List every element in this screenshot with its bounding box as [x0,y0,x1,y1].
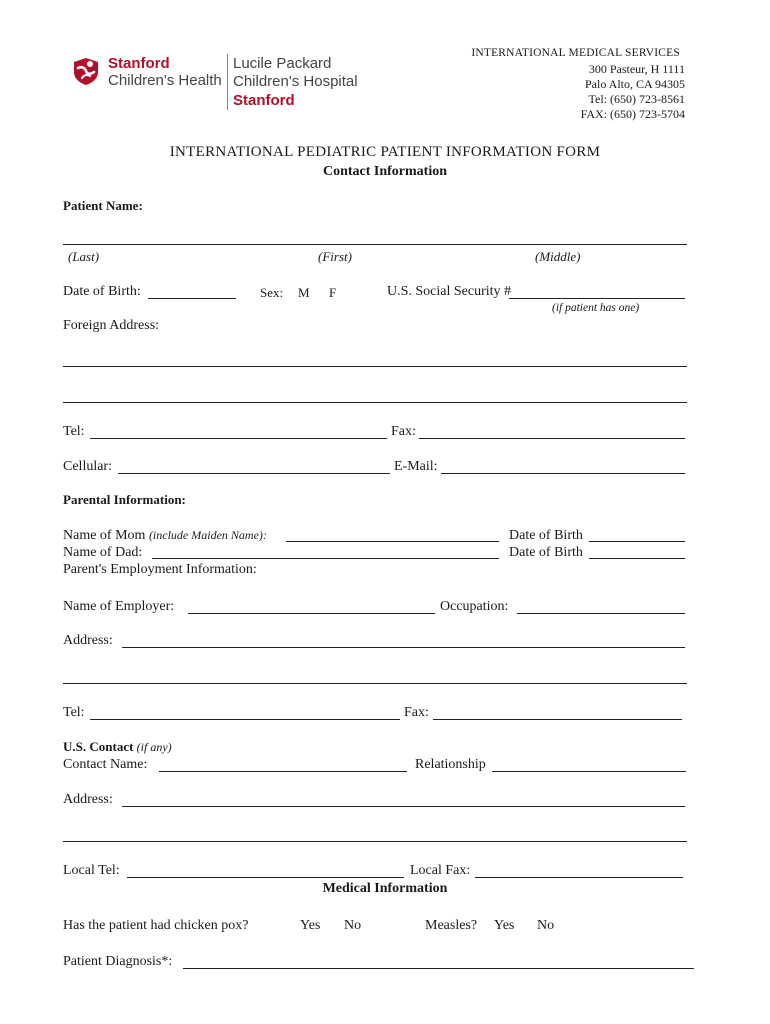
measles-label: Measles? [425,918,478,933]
stanford-childrens-logo-icon [72,56,100,86]
parental-heading: Parental Information: [63,492,186,507]
foreign-address-line-2[interactable] [63,402,687,403]
logo-stanford-text: Stanford [108,55,170,72]
relationship-field[interactable] [492,771,686,772]
local-fax-label: Local Fax: [410,863,471,878]
logo-lucile-packard-text: Lucile Packard [233,55,332,72]
us-contact-heading-note: (if any) [136,740,172,754]
patient-tel-field[interactable] [90,438,387,439]
contact-address-field-1[interactable] [122,806,685,807]
logo-childrens-hospital-text: Children's Hospital [233,73,358,90]
foreign-address-label: Foreign Address: [63,318,160,333]
dad-dob-label: Date of Birth [509,545,583,560]
last-name-label: (Last) [68,249,100,264]
chicken-pox-yes-option[interactable]: Yes [300,918,321,933]
email-field[interactable] [441,473,685,474]
local-tel-label: Local Tel: [63,863,120,878]
chicken-pox-no-option[interactable]: No [344,918,362,933]
local-fax-field[interactable] [475,877,683,878]
middle-name-label: (Middle) [535,249,581,264]
mom-label-text: Name of Mom [63,528,146,543]
logo-childrens-health-text: Children's Health [108,72,222,89]
mom-label [63,528,267,544]
occupation-field[interactable] [517,613,685,614]
relationship-label: Relationship [415,757,486,772]
employment-label: Parent's Employment Information: [63,562,257,577]
org-fax: FAX: (650) 723-5704 [580,107,685,121]
patient-name-heading: Patient Name: [63,198,143,213]
parent-fax-label: Fax: [404,705,429,720]
contact-name-label: Contact Name: [63,757,148,772]
org-dept: INTERNATIONAL MEDICAL SERVICES [471,47,680,59]
foreign-address-line-1[interactable] [63,366,687,367]
cellular-field[interactable] [118,473,390,474]
org-city: Palo Alto, CA 94305 [584,77,685,91]
mom-label-note: (include Maiden Name): [148,528,267,542]
local-tel-field[interactable] [127,877,404,878]
medical-heading: Medical Information [322,881,448,896]
dob-label: Date of Birth: [63,284,141,299]
parent-fax-field[interactable] [433,719,682,720]
diagnosis-field[interactable] [183,968,694,969]
form-title: INTERNATIONAL PEDIATRIC PATIENT INFORMATION FORM [169,144,601,160]
parent-address-label: Address: [63,633,113,648]
parent-address-field-2[interactable] [63,683,687,684]
contact-name-field[interactable] [159,771,407,772]
chicken-pox-label: Has the patient had chicken pox? [63,918,249,933]
contact-address-label: Address: [63,792,113,807]
us-contact-heading [63,739,172,755]
form-subtitle: Contact Information [322,164,448,179]
org-street: 300 Pasteur, H 1111 [588,62,685,76]
parent-tel-field[interactable] [90,719,400,720]
employer-field[interactable] [188,613,435,614]
mom-dob-label: Date of Birth [509,528,583,543]
mom-dob-field[interactable] [589,541,685,542]
patient-tel-label: Tel: [63,424,85,439]
parent-address-field-1[interactable] [122,647,685,648]
occupation-label: Occupation: [440,599,509,614]
ssn-note: (if patient has one) [552,302,640,314]
us-contact-heading-text: U.S. Contact [63,739,134,754]
contact-address-field-2[interactable] [63,841,687,842]
cellular-label: Cellular: [63,459,112,474]
logo-divider [227,54,228,110]
patient-name-line[interactable] [63,244,687,245]
dob-field[interactable] [148,298,236,299]
email-label: E-Mail: [394,459,438,474]
dad-dob-field[interactable] [589,558,685,559]
employer-label: Name of Employer: [63,599,175,614]
first-name-label: (First) [318,249,352,264]
parent-tel-label: Tel: [63,705,85,720]
dad-label: Name of Dad: [63,545,143,560]
org-tel: Tel: (650) 723-8561 [588,92,685,106]
patient-fax-label: Fax: [391,424,416,439]
sex-m-option[interactable]: M [298,285,310,300]
ssn-label: U.S. Social Security # [387,284,512,299]
diagnosis-label: Patient Diagnosis*: [63,954,173,969]
logo [72,52,362,112]
logo-stanford-red-text: Stanford [233,92,295,109]
patient-fax-field[interactable] [419,438,685,439]
measles-no-option[interactable]: No [537,918,555,933]
ssn-field[interactable] [509,298,685,299]
mom-name-field[interactable] [286,541,499,542]
sex-label: Sex: [260,285,284,300]
sex-f-option[interactable]: F [329,285,337,300]
measles-yes-option[interactable]: Yes [494,918,515,933]
dad-name-field[interactable] [152,558,499,559]
